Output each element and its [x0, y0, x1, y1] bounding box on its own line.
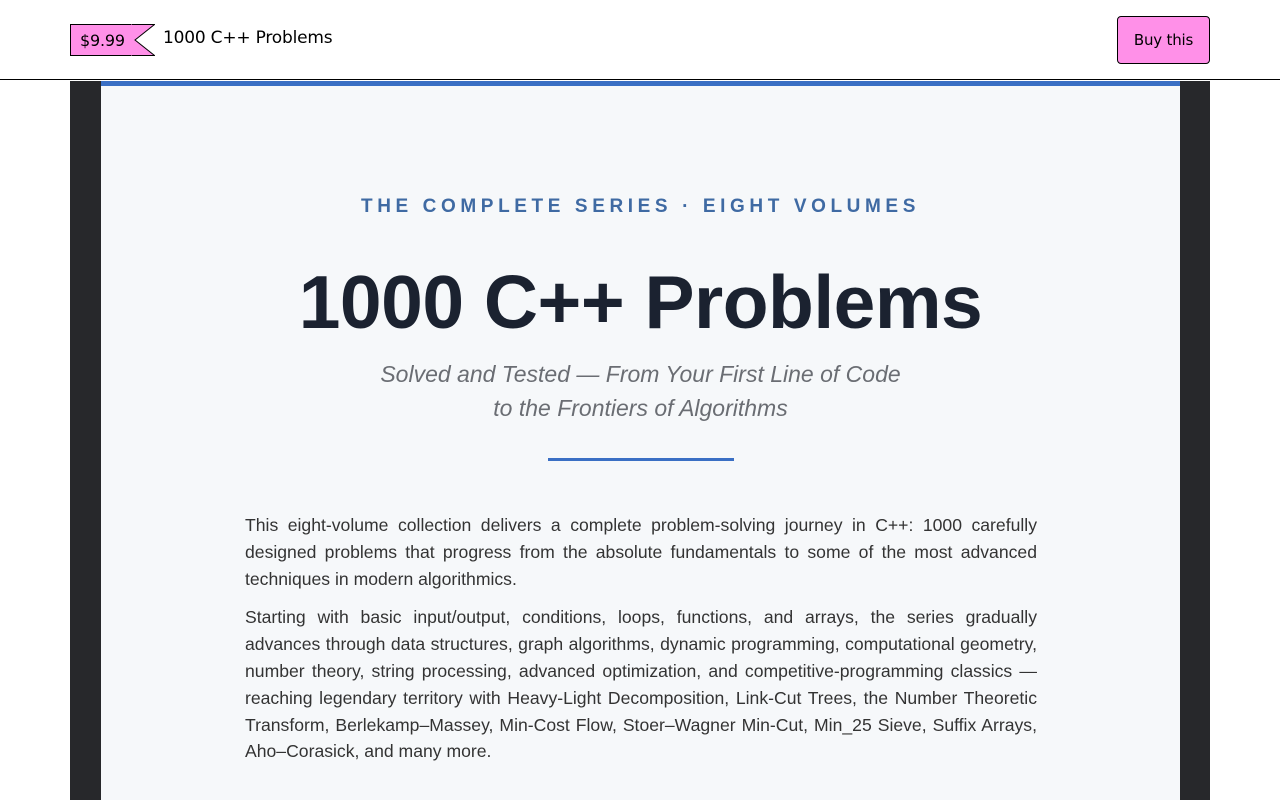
description-paragraph-2: Starting with basic input/output, conditions, loops, functions, and arrays, the series gradually advances through data structures, graph algorithms, dynamic programming, computational geometry, number theory, string processing, advanced optimization, and competitive-programming classics — reaching legendary territory with Heavy-Light Decomposition, Link-Cut Trees, the Number Theoretic Transform, Berlekamp–Massey, Min-Cost Flow, Stoer–Wagner Min-Cut, Min_25 Sieve, Suffix Arrays, Aho–Corasick, and many more.: [245, 607, 1037, 762]
subtitle-line-2: to the Frontiers of Algorithms: [493, 395, 788, 421]
description-paragraph-1: This eight-volume collection delivers a complete problem-solving journey in C++: 1000 carefully designed problems that progress from the absolute fundamentals to some of the most advanced techniques in modern algorithmics.: [245, 515, 1037, 589]
series-label: THE COMPLETE SERIES · EIGHT VOLUMES: [361, 196, 920, 217]
price-badge: [70, 24, 155, 56]
book-subtitle: [101, 357, 1180, 425]
price-text: $9.99: [70, 24, 131, 56]
product-preview: [70, 81, 1210, 800]
book-description: [245, 512, 1037, 777]
buy-button[interactable]: Buy this: [1117, 16, 1210, 64]
title-divider: [548, 458, 734, 461]
subtitle-line-1: Solved and Tested — From Your First Line of Code: [380, 361, 901, 387]
book-cover: [101, 81, 1180, 800]
price-tag-notch-icon: [131, 24, 155, 56]
book-title: 1000 C++ Problems: [298, 260, 983, 344]
top-bar: [0, 0, 1280, 80]
product-title: 1000 C++ Problems: [163, 28, 333, 48]
